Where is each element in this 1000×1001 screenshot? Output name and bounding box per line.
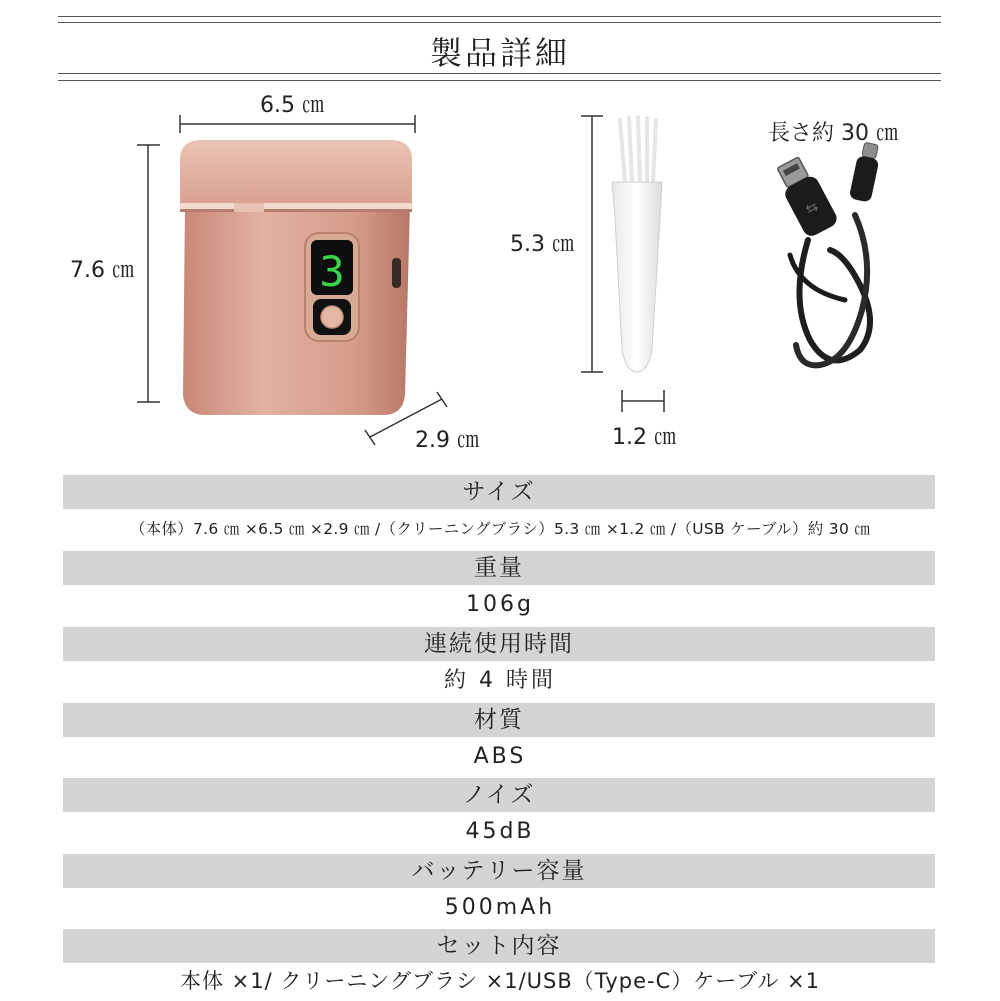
display-digit: 3 (319, 247, 345, 296)
page-title: 製品詳細 (429, 34, 570, 72)
spec-label-battery: バッテリー容量 (63, 854, 935, 888)
spec-value-noise: 45dB (465, 819, 535, 844)
device-height-label: 7.6 ㎝ (70, 258, 134, 283)
header-rule-2 (58, 22, 941, 23)
spec-value-runtime: 約 4 時間 (444, 668, 556, 693)
spec-value-contents: 本体 ×1/ クリーニングブラシ ×1/USB（Type-C）ケーブル ×1 (180, 969, 820, 993)
spec-label-weight: 重量 (63, 551, 935, 585)
spec-label-material: 材質 (63, 703, 935, 737)
spec-label-size: サイズ (63, 475, 935, 509)
cleaning-brush-image (612, 117, 662, 372)
brush-width-dimension-line (622, 390, 664, 412)
svg-text:⇆: ⇆ (803, 198, 822, 219)
spec-value-battery: 500mAh (444, 895, 556, 920)
header-rule-3 (58, 73, 941, 74)
shaver-device-image (180, 140, 412, 415)
device-width-label: 6.5 ㎝ (260, 93, 324, 118)
spec-value-weight: 106g (466, 592, 534, 617)
brush-height-dimension-line (581, 116, 603, 372)
header-top-rule (58, 16, 941, 17)
spec-label-runtime: 連続使用時間 (63, 627, 935, 661)
height-dimension-line (137, 145, 160, 402)
spec-value-material: ABS (473, 744, 527, 769)
spec-value-size: （本体）7.6 ㎝ ×6.5 ㎝ ×2.9 ㎝ /（クリーニングブラシ）5.3 ㎝ ×1.2 ㎝ /（USB ケーブル）約 30 ㎝ (129, 520, 871, 538)
spec-label-contents: セット内容 (63, 929, 935, 963)
cable-length-label: 長さ約 30 ㎝ (768, 121, 898, 146)
spec-label-noise: ノイズ (63, 778, 935, 812)
brush-width-label: 1.2 ㎝ (612, 425, 676, 450)
brush-height-label: 5.3 ㎝ (510, 232, 574, 257)
usb-cable-image (772, 141, 883, 365)
device-depth-label: 2.9 ㎝ (415, 428, 479, 453)
